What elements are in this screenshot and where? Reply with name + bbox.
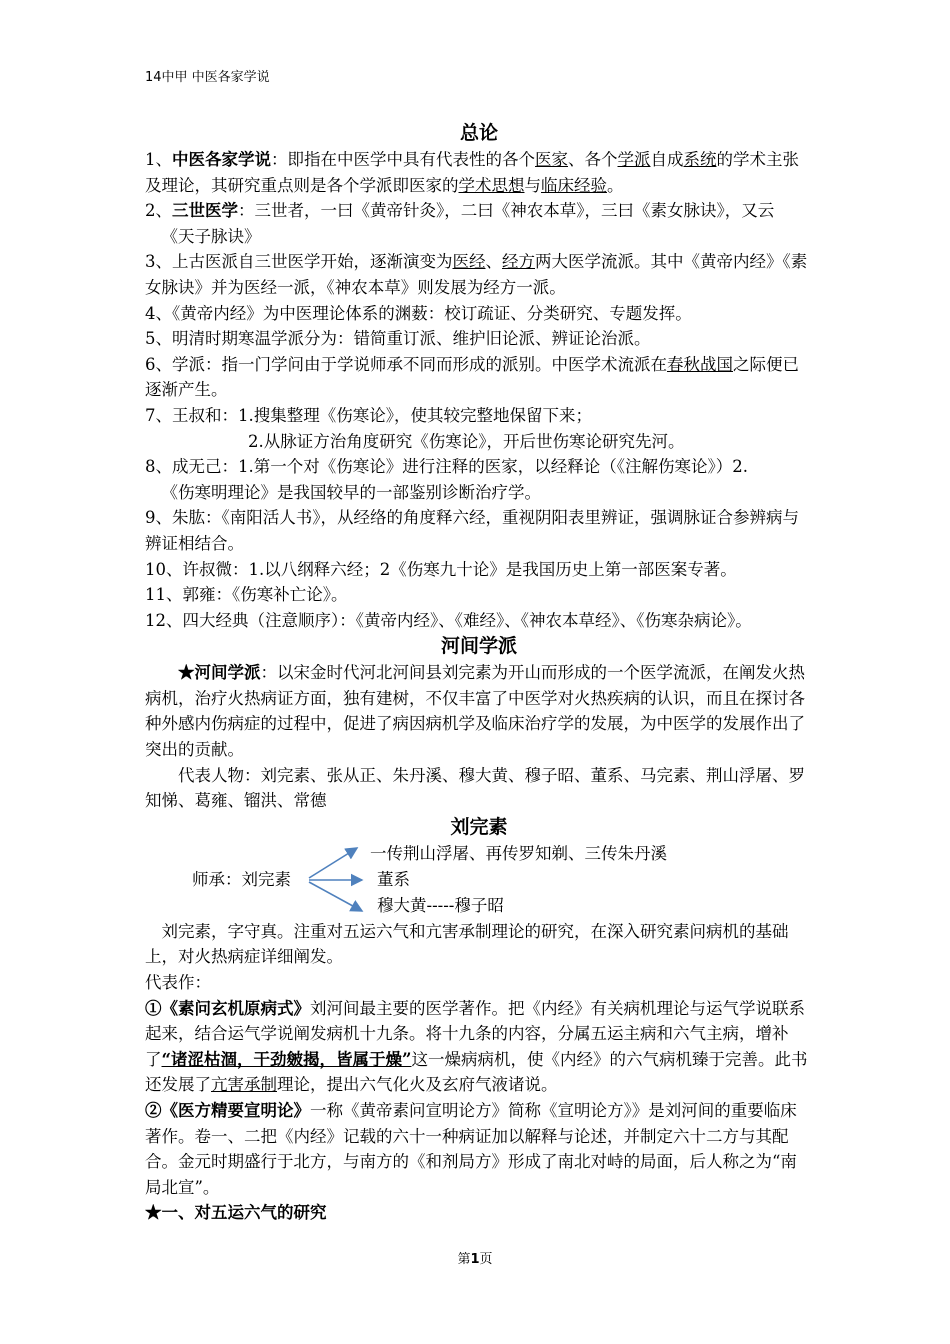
item-1: 1、中医各家学说：即指在中医学中具有代表性的各个医家、各个学派自成系统的学术主张及理论，其研究重点则是各个学派即医家的学术思想与临床经验。 bbox=[145, 150, 799, 195]
lineage-branch-2: 董系 bbox=[377, 869, 410, 889]
item-6: 6、学派：指一门学问由于学说师承不同而形成的派别。中医学术流派在春秋战国之际便已逐渐产生。 bbox=[145, 354, 799, 400]
item-4: 4、《黄帝内经》为中医理论体系的渊薮：校订疏证、分类研究、专题发挥。 bbox=[145, 303, 692, 323]
item-10: 10、许叔微：1.以八纲释六经；2《伤寒九十论》是我国历史上第一部医案专著。 bbox=[145, 559, 737, 579]
work-2: ②《医方精要宣明论》一称《黄帝素问宣明论方》简称《宣明论方》》是刘河间的重要临床著作。卷一、二把《内经》记载的六十一种病证加以解释与论述，并制定六十二方与其配合。金元时期盛行于北方，与南方的《和剂局方》形成了南北对峙的局面，后人称之为“南局北宣”。 bbox=[145, 1101, 797, 1197]
arrow-up bbox=[309, 848, 357, 878]
liu-intro: 刘完素，字守真。注重对五运六气和亢害承制理论的研究，在深入研究素问病机的基础上，对火热病症详细阐发。 bbox=[145, 921, 789, 967]
lineage-arrows bbox=[307, 841, 377, 919]
lineage-branch-1: 一传荆山浮屠、再传罗知剃、三传朱丹溪 bbox=[370, 843, 667, 863]
item-5: 5、明清时期寒温学派分为：错简重订派、维护旧论派、辨证论治派。 bbox=[145, 329, 651, 349]
item-3: 3、上古医派自三世医学开始，逐渐演变为医经、经方两大医学流派。其中《黄帝内经》《素女脉诀》并为医经一派，《神农本草》则发展为经方一派。 bbox=[145, 252, 808, 297]
item-9: 9、朱肱：《南阳活人书》，从经络的角度释六经，重视阴阳表里辨证，强调脉证合参辨病与辨证相结合。 bbox=[145, 508, 799, 553]
section-heading-wuyun: ★一、对五运六气的研究 bbox=[145, 1203, 327, 1223]
works-label: 代表作： bbox=[145, 973, 211, 993]
hejian-definition: ★河间学派：以宋金时代河北河间县刘完素为开山而形成的一个医学流派，在阐发火热病机，治疗火热病证方面，独有建树，不仅丰富了中医学对火热疾病的认识，而且在探讨各种外感内伤病症的过程中，促进了病因病机学及临床治疗学的发展，为中医学的发展作出了突出的贡献。 bbox=[145, 663, 805, 760]
lineage-diagram bbox=[145, 841, 813, 919]
hejian-representatives: 代表人物：刘完素、张从正、朱丹溪、穆大黄、穆子昭、董系、马完素、荆山浮屠、罗知悌、葛雍、镏洪、常德 bbox=[145, 765, 805, 811]
item-7: 7、王叔和：1.搜集整理《伤寒论》，使其较完整地保留下来； bbox=[145, 405, 592, 425]
lineage-label: 师承：刘完素 bbox=[192, 869, 291, 889]
doc-header: 14中甲 中医各家学说 bbox=[145, 70, 270, 85]
item-8: 8、成无己：1.第一个对《伤寒论》进行注释的医家，以经释论（《注解伤寒论》）2. bbox=[145, 457, 748, 477]
section-title-hejian: 河间学派 bbox=[440, 635, 517, 658]
section-title-liu: 刘完素 bbox=[450, 815, 508, 838]
item-8-continued: 《伤寒明理论》是我国较早的一部鉴别诊断治疗学。 bbox=[161, 482, 541, 502]
lineage-branch-3: 穆大黄-----穆子昭 bbox=[377, 895, 504, 915]
document-body bbox=[145, 120, 813, 1226]
item-11: 11、郭雍：《伤寒补亡论》。 bbox=[145, 585, 348, 605]
item-2: 2、三世医学：三世者，一曰《黄帝针灸》，二曰《神农本草》，三曰《素女脉诀》，又云 bbox=[145, 201, 775, 221]
item-12: 12、四大经典（注意顺序）：《黄帝内经》、《难经》、《神农本草经》、《伤寒杂病论》。 bbox=[145, 610, 752, 630]
item-2-continued: 《天子脉诀》 bbox=[161, 226, 261, 246]
item-7-line2: 2.从脉证方治角度研究《伤寒论》，开后世伤寒论研究先河。 bbox=[248, 431, 685, 451]
page-footer: 第1页 bbox=[457, 1252, 493, 1267]
work-1: ①《素问玄机原病式》刘河间最主要的医学著作。把《内经》有关病机理论与运气学说联系起来，结合运气学说阐发病机十九条。将十九条的内容，分属五运主病和六气主病，增补了“诸涩枯涸，干劲皴揭，皆属于燥”这一燥病病机，使《内经》的六气病机臻于完善。此书还发展了亢害承制理论，提出六气化火及玄府气液诸说。 bbox=[145, 998, 808, 1095]
section-title-general: 总论 bbox=[459, 122, 498, 144]
arrow-down bbox=[309, 882, 362, 911]
